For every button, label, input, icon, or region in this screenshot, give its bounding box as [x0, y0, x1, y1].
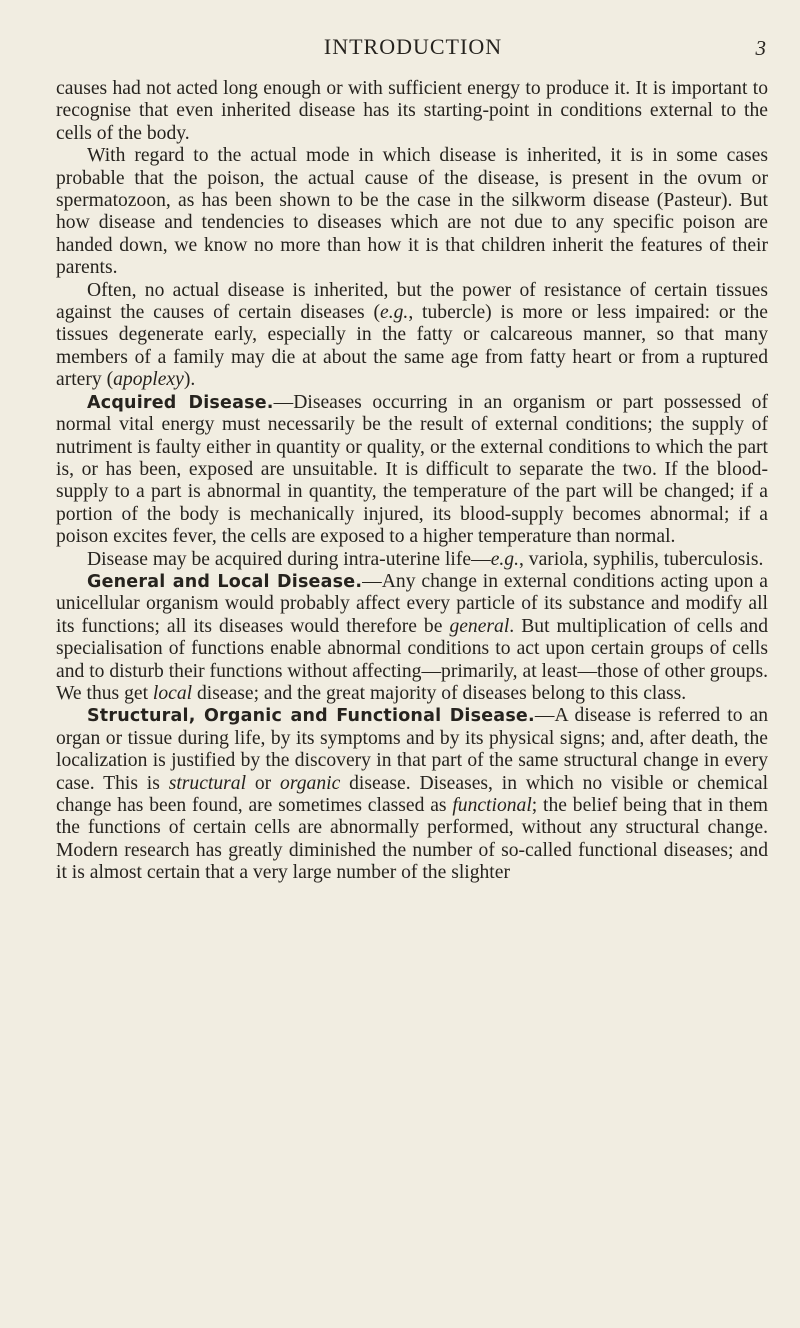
paragraph-general-local-disease	[56, 571, 768, 705]
section-heading-structural-organic-functional: Structural, Organic and Functional Disease.	[87, 706, 535, 727]
text-run: Often, no actual disease is inherited, but the power of resistance of certain tissues against the causes of certain diseases (	[56, 279, 768, 324]
running-title: INTRODUCTION	[323, 34, 503, 59]
paragraph-text: With regard to the actual mode in which disease is inherited, it is in some cases probable that the poison, the actual cause of the disease, is present in the ovum or spermatozoon, as has been shown to be the case in the silkworm disease (Pasteur). But how disease and tendencies to diseases which are not due to any specific poison are handed down, we know no more than how it is that children inherit the features of their parents.	[56, 145, 768, 279]
running-header	[56, 34, 770, 64]
italic-run: apoplexy	[113, 369, 184, 391]
paragraph-text: causes had not acted long enough or with sufficient energy to produce it. It is important to recognise that even inherited disease has its starting-point in conditions external to the cells of the body.	[56, 78, 768, 144]
section-heading-general-local-disease: General and Local Disease.	[87, 571, 363, 592]
paragraph-inheritance-mode	[56, 145, 768, 279]
paragraph-acquired-disease	[56, 392, 768, 549]
paragraph-structural-functional-disease	[56, 705, 768, 884]
text-run: or	[246, 772, 281, 794]
text-run: , variola, syphilis, tuberculosis.	[519, 548, 764, 570]
paragraph-continuation	[56, 78, 768, 145]
italic-run: organic	[280, 772, 341, 794]
paragraph-resistance	[56, 280, 768, 392]
text-run: , tubercle) is more or less impaired: or the tissues degenerate early, especially in the fatty or calcareous manner, so that many members of a family may die at about the same age from fatty heart or from a ruptured artery (	[56, 302, 768, 391]
italic-run: local	[152, 682, 193, 704]
page-number: 3	[755, 36, 766, 60]
italic-run: e.g.	[490, 548, 519, 570]
text-run: ).	[183, 369, 196, 391]
section-heading-acquired-disease: Acquired Disease.	[87, 392, 274, 413]
text-run: Disease may be acquired during intra-uterine life—	[87, 548, 491, 570]
text-run: —Any change in external conditions acting upon a unicellular organism would probably affect every particle of its substance and modify all its functions; all its diseases would therefore be	[56, 570, 768, 637]
body-text	[56, 78, 768, 885]
text-run: . But multiplication of cells and specialisation of functions enable abnormal conditions to act upon certain groups of cells and to disturb their functions without affecting—primarily, at least—those of other groups. We thus get	[56, 615, 768, 704]
paragraph-text: —Diseases occurring in an organism or part possessed of normal vital energy must necessarily be the result of external conditions; the supply of nutriment is faulty either in quantity or quality, or the external conditions to which the part is, or has been, exposed are unsuitable. It is difficult to separate the two. If the blood-supply to a part is abnormal in quantity, the temperature of the part will be changed; if a portion of the body is mechanically injured, its blood-supply becomes abnormal; if a poison excites fever, the cells are exposed to a higher temperature than normal.	[56, 391, 768, 548]
italic-run: functional	[452, 795, 532, 816]
italic-run: e.g.	[380, 302, 409, 324]
text-run: —A disease is referred to an organ or tissue during life, by its symptoms and by its physical signs; and, after death, the localization is justified by the discovery in that part of the same structural change in every case. This is	[56, 705, 769, 794]
paragraph-intra-uterine	[56, 549, 768, 571]
text-run: disease. Diseases, in which no visible or chemical change has been found, are sometimes classed as	[56, 772, 769, 816]
italic-run: structural	[168, 772, 247, 794]
italic-run: general	[449, 615, 510, 637]
text-run: ; the belief being that in them the functions of certain cells are abnormally performed, without any structural change. Modern research has greatly diminished the number of so-called functional diseases; and it is almost certain that a very large number of the slighter	[56, 795, 768, 884]
text-run: disease; and the great majority of diseases belong to this class.	[192, 682, 687, 704]
